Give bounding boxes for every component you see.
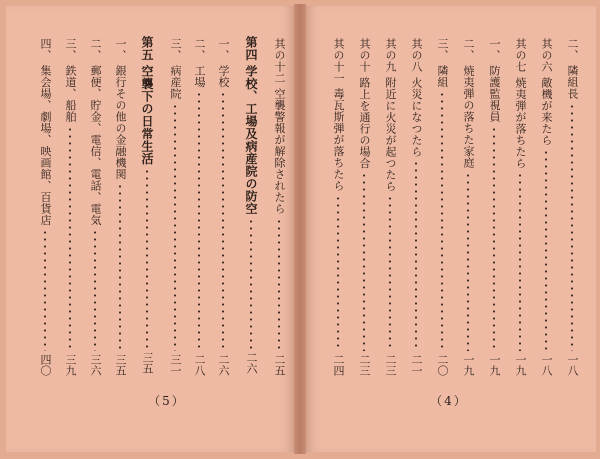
leader-dots	[278, 218, 280, 352]
toc-label: 三、	[64, 38, 77, 61]
toc-title: 隣組	[436, 65, 449, 88]
leader-dots	[415, 160, 417, 351]
chapter-title: 空襲下の日常生活	[140, 65, 154, 165]
toc-entry	[36, 38, 54, 376]
toc-title: 防護監視員	[488, 65, 501, 123]
toc-chapter-heading	[138, 36, 156, 374]
leader-dots	[174, 103, 176, 352]
toc-page-number: 一九	[462, 354, 475, 376]
toc-title: 焼夷弾の落ちた家庭	[462, 65, 475, 169]
toc-entry	[270, 38, 288, 376]
toc-page-number: 一九	[514, 354, 527, 376]
toc-label: 其の十二	[273, 38, 286, 84]
toc-page-number: 三九	[64, 354, 77, 376]
toc-entry	[214, 38, 232, 376]
toc-title: 附近に火災が起つたら	[384, 76, 397, 192]
toc-label: 其の七	[514, 38, 527, 73]
toc-title: 火災になつたら	[410, 76, 423, 157]
toc-page-number: 三五	[114, 354, 127, 376]
toc-entry	[433, 38, 451, 376]
toc-page-number: 二三	[358, 354, 371, 376]
toc-title: 郵便、貯金、電信、電話、電気	[89, 65, 102, 226]
toc-entry	[537, 38, 555, 376]
toc-entry	[190, 38, 208, 376]
toc-title: 銀行その他の金融機関	[114, 65, 127, 180]
toc-label: 一、	[217, 38, 230, 61]
toc-title: 学校	[217, 65, 230, 88]
toc-title: 鉄道、船舶	[64, 65, 77, 123]
toc-title: 敵機が来たら	[540, 76, 553, 146]
toc-label: 二、	[89, 38, 102, 61]
toc-page-number: 一九	[488, 354, 501, 376]
toc-label: 二、	[566, 38, 579, 61]
toc-entry	[166, 38, 184, 376]
toc-entry	[459, 38, 477, 376]
toc-label: 其の六	[540, 38, 553, 73]
leader-dots	[119, 183, 121, 351]
toc-entry	[381, 38, 399, 376]
toc-title: 焼夷弾が落ちたら	[514, 76, 527, 169]
leader-dots	[44, 229, 46, 351]
toc-page-number: 三五	[141, 352, 154, 374]
page-number-left: （5）	[148, 394, 186, 408]
toc-entry	[563, 38, 581, 376]
leader-dots	[571, 103, 573, 352]
leader-dots	[250, 218, 252, 349]
page-number-right: （4）	[430, 394, 468, 408]
leader-dots	[198, 91, 200, 351]
chapter-label: 第五	[140, 36, 154, 61]
toc-entry	[61, 38, 79, 376]
leader-dots	[519, 172, 521, 352]
leader-dots	[363, 172, 365, 352]
toc-page-number: 一八	[566, 354, 579, 376]
toc-title: 工場	[193, 65, 206, 88]
toc-page-number: 二六	[245, 352, 258, 374]
toc-page-number: 一八	[540, 354, 553, 376]
toc-label: 其の十一	[332, 38, 345, 84]
toc-label: 三、	[169, 38, 182, 61]
toc-entry	[355, 38, 373, 376]
toc-page-number: 二〇	[436, 354, 449, 376]
toc-title: 空襲警報が解除されたら	[273, 88, 286, 215]
leader-dots	[389, 195, 391, 352]
toc-page-number: 四〇	[39, 354, 52, 376]
chapter-label: 第四	[244, 36, 258, 61]
leader-dots	[467, 172, 469, 352]
leader-dots	[69, 126, 71, 352]
toc-title: 路上を通行の場合	[358, 76, 371, 169]
toc-label: 其の八	[410, 38, 423, 73]
toc-entry	[86, 38, 104, 376]
toc-label: 二、	[193, 38, 206, 61]
leader-dots	[94, 229, 96, 351]
toc-page-number: 二一	[410, 354, 423, 376]
toc-label: 其の九	[384, 38, 397, 73]
toc-page-number: 二四	[332, 354, 345, 376]
leader-dots	[493, 126, 495, 352]
toc-chapter-heading	[242, 36, 260, 374]
toc-label: 三、	[436, 38, 449, 61]
toc-entry	[111, 38, 129, 376]
leader-dots	[545, 149, 547, 352]
leader-dots	[146, 168, 148, 349]
toc-page-number: 二八	[193, 354, 206, 376]
toc-label: 二、	[462, 38, 475, 61]
toc-label: 一、	[114, 38, 127, 61]
book-gutter	[294, 4, 306, 454]
toc-title: 集会場、劇場、映画館、百貨店	[39, 65, 52, 226]
toc-entry	[511, 38, 529, 376]
toc-title: 毒瓦斯弾が落ちたら	[332, 88, 345, 192]
toc-page-number: 三六	[89, 354, 102, 376]
toc-page-number: 二六	[217, 354, 230, 376]
leader-dots	[441, 91, 443, 351]
toc-entry	[485, 38, 503, 376]
chapter-title: 学校、工場及病産院の防空	[244, 65, 258, 215]
toc-page-number: 二三	[384, 354, 397, 376]
toc-title: 隣組長	[566, 65, 579, 100]
toc-page-number: 三一	[169, 354, 182, 376]
toc-entry	[407, 38, 425, 376]
toc-label: 四、	[39, 38, 52, 61]
toc-entry	[329, 38, 347, 376]
toc-page-number: 二五	[273, 354, 286, 376]
leader-dots	[222, 91, 224, 351]
toc-label: 一、	[488, 38, 501, 61]
toc-label: 其の十	[358, 38, 371, 73]
leader-dots	[337, 195, 339, 352]
toc-title: 病産院	[169, 65, 182, 100]
